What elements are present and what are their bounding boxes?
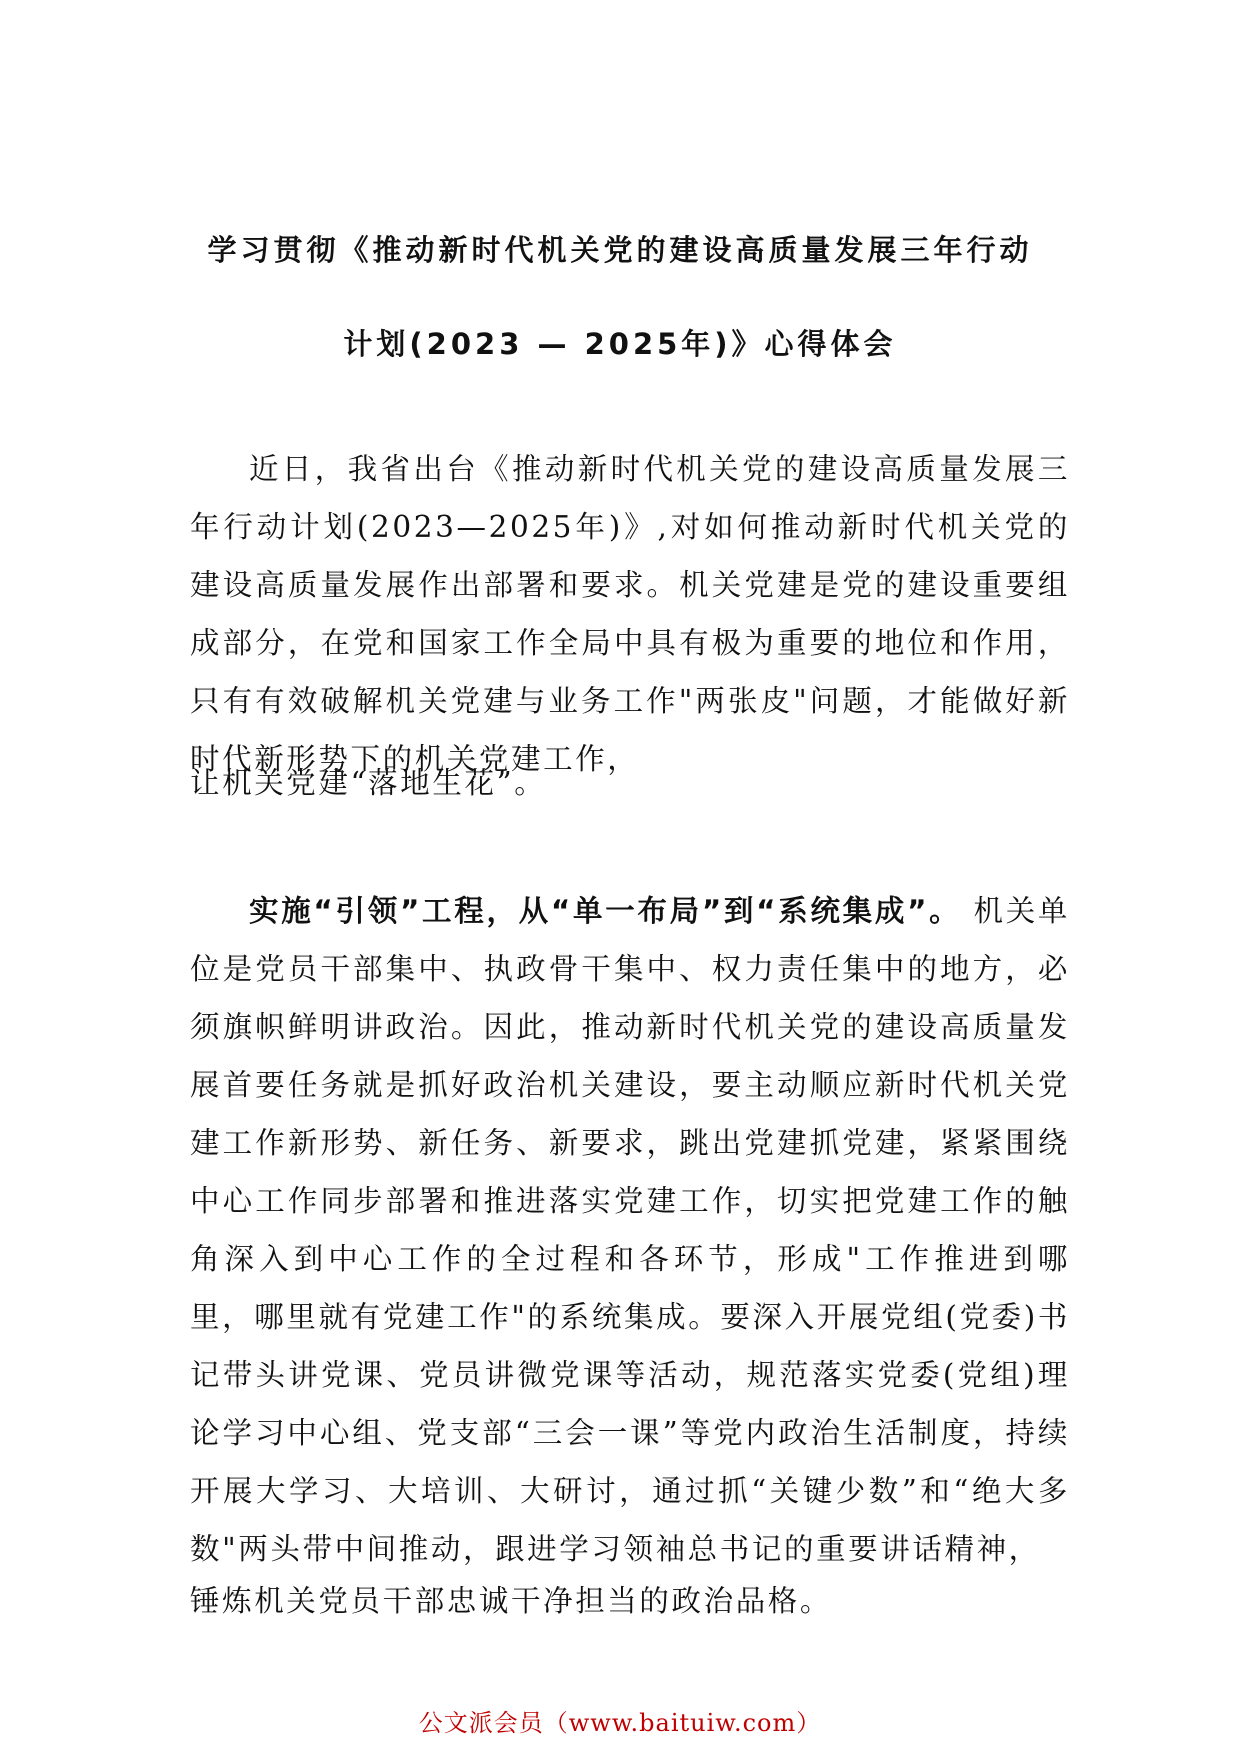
- document-title-line2: 计划(2023 — 2025年)》心得体会: [343, 327, 897, 361]
- document-title-line1: 学习贯彻《推动新时代机关党的建设高质量发展三年行动: [207, 233, 1033, 267]
- paragraph-intro: 近日，我省出台《推动新时代机关党的建设高质量发展三年行动计划(2023—2025年)》,对如何推动新时代机关党的建设高质量发展作出部署和要求。机关党建是党的建设重要组成部分，在党和国家工作全局中具有极为重要的地位和作用，只有有效破解机关党建与业务工作"两张皮"问题，才能做好新时代新形势下的机关党建工作，: [190, 452, 1070, 776]
- paragraph-section-1: [190, 882, 1070, 1578]
- paragraph-section-1-tail: 锤炼机关党员干部忠诚干净担当的政治品格。: [190, 1584, 833, 1618]
- section-1-body: 机关单位是党员干部集中、执政骨干集中、权力责任集中的地方，必须旗帜鲜明讲政治。因此，推动新时代机关党的建设高质量发展首要任务就是抓好政治机关建设，要主动顺应新时代机关党建工作新形势、新任务、新要求，跳出党建抓党建，紧紧围绕中心工作同步部署和推进落实党建工作，切实把党建工作的触角深入到中心工作的全过程和各环节，形成"工作推进到哪里，哪里就有党建工作"的系统集成。要深入开展党组(党委)书记带头讲党课、党员讲微党课等活动，规范落实党委(党组)理论学习中心组、党支部“三会一课”等党内政治生活制度，持续开展大学习、大培训、大研讨，通过抓“关键少数”和“绝大多数"两头带中间推动，跟进学习领袖总书记的重要讲话精神，: [190, 894, 1070, 1566]
- paragraph-intro-tail: 让机关党建“落地生花”。: [190, 766, 547, 800]
- footer-watermark: 公文派会员（www.baituiw.com）: [418, 1709, 822, 1737]
- section-1-heading: 实施“引领”工程，从“单一布局”到“系统集成”。: [249, 894, 962, 928]
